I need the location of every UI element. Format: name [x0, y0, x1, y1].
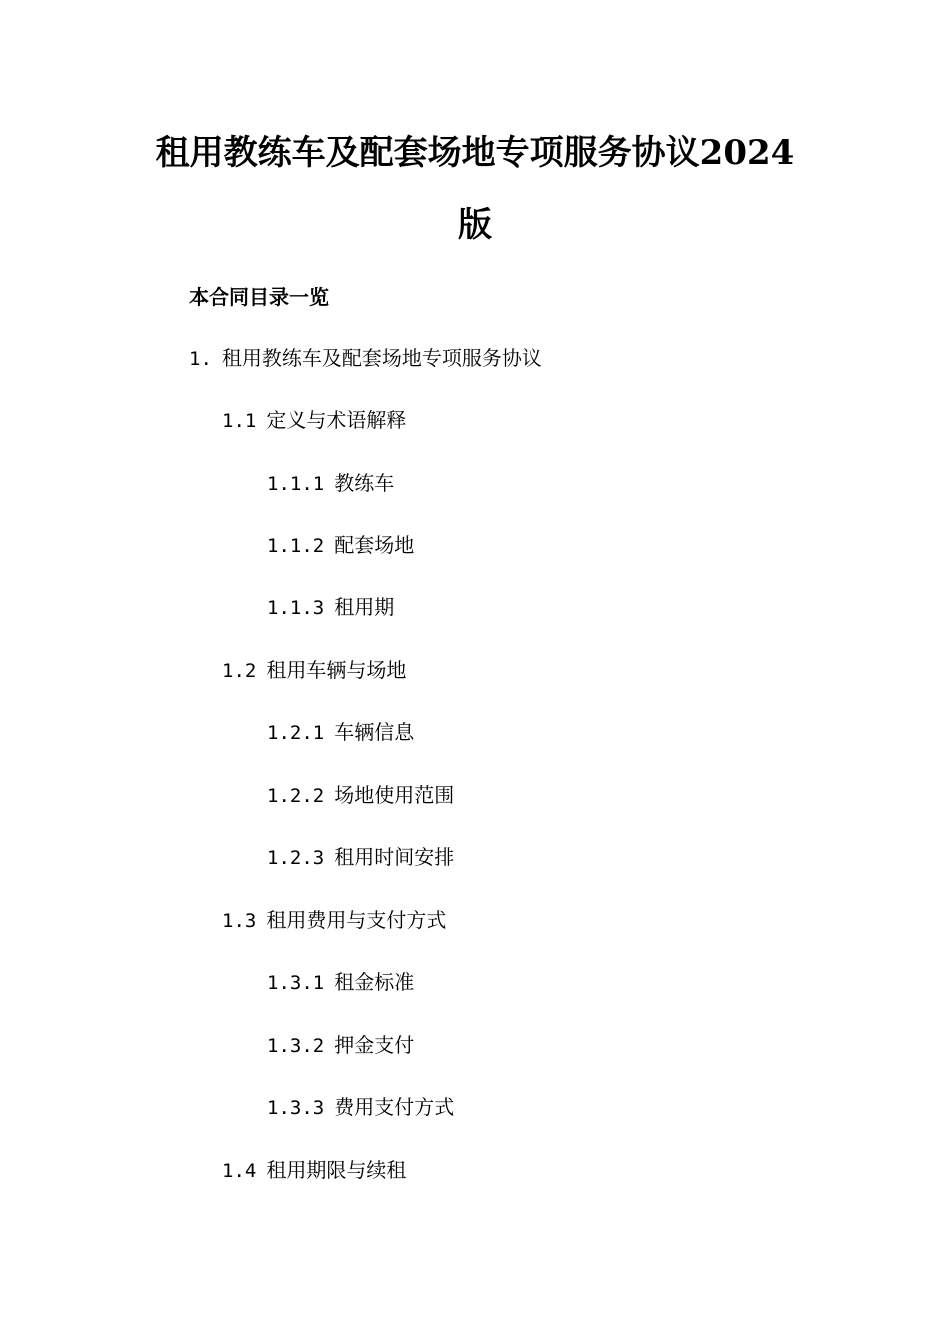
toc-item-1-3: [222, 905, 446, 936]
document-title-line-1: 租用教练车及配套场地专项服务协议2024: [155, 133, 795, 173]
toc-item-text: 费用支付方式: [334, 1095, 455, 1119]
toc-item-1-1: [222, 405, 406, 436]
toc-item-text: 场地使用范围: [334, 783, 455, 807]
toc-item-1-1-1: [267, 468, 394, 499]
toc-item-number: 1.3.3: [267, 1097, 325, 1119]
toc-item-number: 1.1.3: [267, 597, 325, 619]
toc-item-number: 1.: [189, 348, 212, 370]
toc-item-number: 1.2.1: [267, 722, 325, 744]
toc-item-1-2: [222, 655, 406, 686]
toc-item-number: 1.3: [222, 910, 257, 932]
toc-item-1-3-3: [267, 1092, 454, 1123]
toc-item-text: 租用费用与支付方式: [266, 908, 447, 932]
toc-item-number: 1.2.2: [267, 785, 325, 807]
toc-item-text: 押金支付: [334, 1033, 415, 1057]
toc-item-text: 教练车: [334, 471, 395, 495]
toc-item-number: 1.3.2: [267, 1035, 325, 1057]
toc-item-text: 租用时间安排: [334, 845, 455, 869]
toc-item-1-1-3: [267, 592, 394, 623]
toc-item-text: 配套场地: [334, 533, 415, 557]
toc-item-number: 1.1.1: [267, 473, 325, 495]
document-title-line-2: 版: [458, 205, 492, 245]
toc-item-number: 1.4: [222, 1160, 257, 1182]
toc-item-1-1-2: [267, 530, 414, 561]
toc-item-1: [189, 343, 542, 374]
toc-item-number: 1.2: [222, 660, 257, 682]
toc-item-1-4: [222, 1155, 406, 1186]
toc-item-1-2-2: [267, 780, 454, 811]
toc-item-text: 车辆信息: [334, 720, 415, 744]
toc-item-text: 租用车辆与场地: [266, 658, 407, 682]
toc-item-number: 1.3.1: [267, 972, 325, 994]
toc-item-1-3-2: [267, 1030, 414, 1061]
toc-item-number: 1.1.2: [267, 535, 325, 557]
toc-item-text: 租金标准: [334, 970, 415, 994]
toc-item-text: 租用期: [334, 595, 395, 619]
toc-item-1-3-1: [267, 967, 414, 998]
toc-item-1-2-3: [267, 842, 454, 873]
toc-item-number: 1.1: [222, 410, 257, 432]
toc-item-text: 租用期限与续租: [266, 1158, 407, 1182]
toc-item-number: 1.2.3: [267, 847, 325, 869]
toc-item-1-2-1: [267, 717, 414, 748]
toc-item-text: 定义与术语解释: [266, 408, 407, 432]
toc-heading: 本合同目录一览: [189, 285, 329, 309]
toc-item-text: 租用教练车及配套场地专项服务协议: [221, 346, 542, 370]
